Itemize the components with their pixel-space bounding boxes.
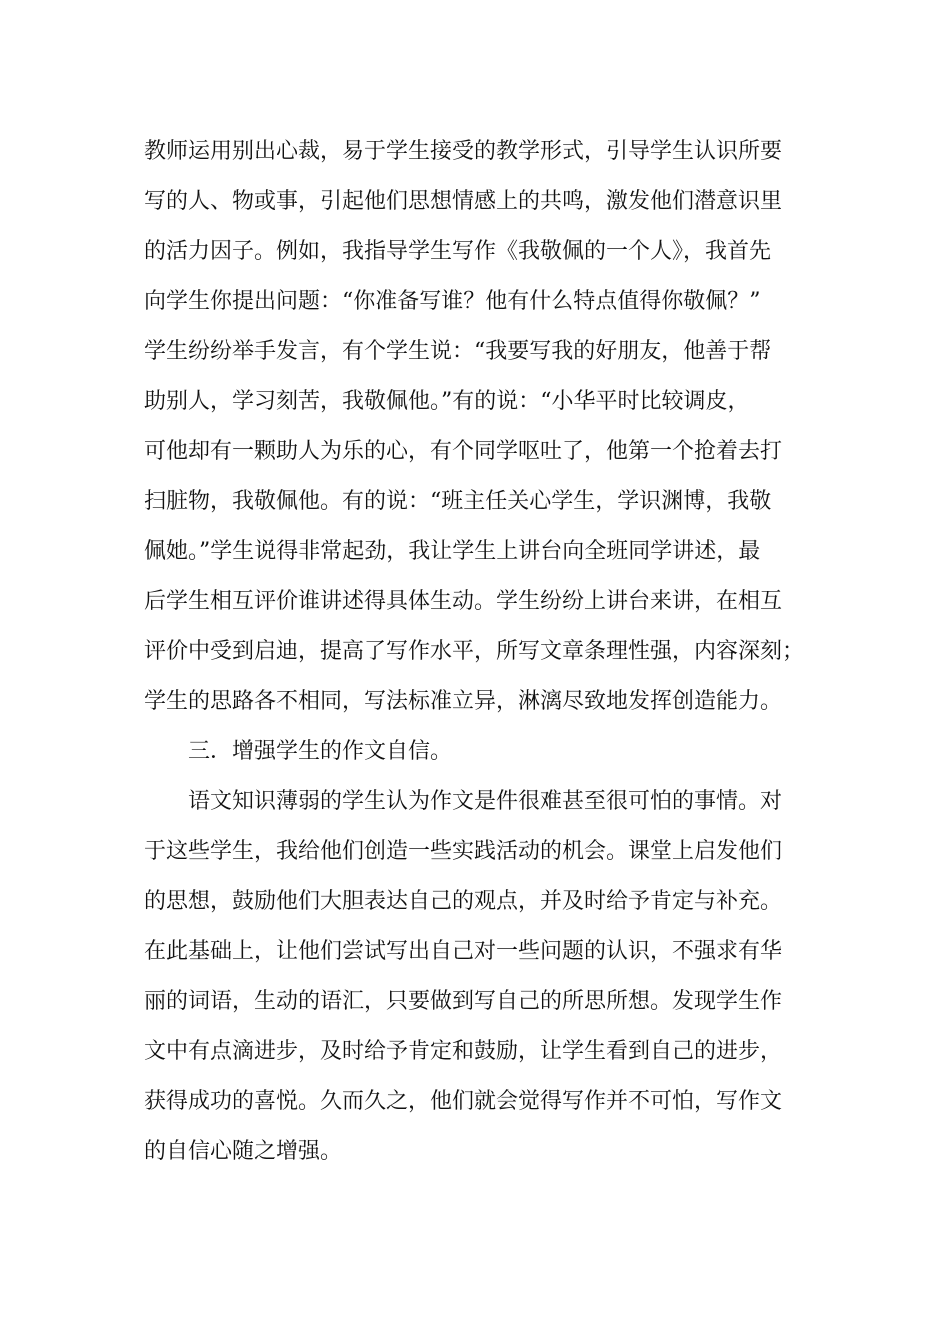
text-line: 佩她。”学生说得非常起劲，我让学生上讲台向全班同学讲述，最 [144, 539, 761, 564]
text-line: 可他却有一颗助人为乐的心，有个同学呕吐了，他第一个抢着去打 [144, 439, 783, 464]
text-line: 扫脏物，我敬佩他。有的说：“班主任关心学生，学识渊博，我敬 [144, 489, 772, 514]
text-line: 文中有点滴进步，及时给予肯定和鼓励，让学生看到自己的进步， [144, 1039, 783, 1064]
text-line: 的思想，鼓励他们大胆表达自己的观点，并及时给予肯定与补充。 [144, 889, 783, 914]
text-line: 教师运用别出心裁，易于学生接受的教学形式，引导学生认识所要 [144, 139, 783, 164]
text-line: 获得成功的喜悦。久而久之，他们就会觉得写作并不可怕，写作文 [144, 1089, 783, 1114]
section-heading: 三．增强学生的作文自信。 [188, 739, 453, 764]
text-line: 写的人、物或事，引起他们思想情感上的共鸣，激发他们潜意识里 [144, 189, 783, 214]
text-line: 评价中受到启迪，提高了写作水平，所写文章条理性强，内容深刻； [144, 639, 805, 664]
text-line: 助别人，学习刻苦，我敬佩他。”有的说：“小华平时比较调皮， [144, 389, 750, 414]
text-line: 向学生你提出问题：“你准备写谁？他有什么特点值得你敬佩？” [144, 289, 761, 314]
text-line: 语文知识薄弱的学生认为作文是件很难甚至很可怕的事情。对 [188, 789, 783, 814]
text-line: 丽的词语，生动的语汇，只要做到写自己的所思所想。发现学生作 [144, 989, 783, 1014]
text-line: 后学生相互评价谁讲述得具体生动。学生纷纷上讲台来讲，在相互 [144, 589, 783, 614]
text-line: 的自信心随之增强。 [144, 1139, 343, 1164]
text-line: 的活力因子。例如，我指导学生写作《我敬佩的一个人》，我首先 [144, 239, 772, 264]
text-line: 学生的思路各不相同，写法标准立异，淋漓尽致地发挥创造能力。 [144, 689, 783, 714]
text-line: 在此基础上，让他们尝试写出自己对一些问题的认识，不强求有华 [144, 939, 783, 964]
text-line: 于这些学生，我给他们创造一些实践活动的机会。课堂上启发他们 [144, 839, 783, 864]
text-line: 学生纷纷举手发言，有个学生说：“我要写我的好朋友，他善于帮 [144, 339, 772, 364]
